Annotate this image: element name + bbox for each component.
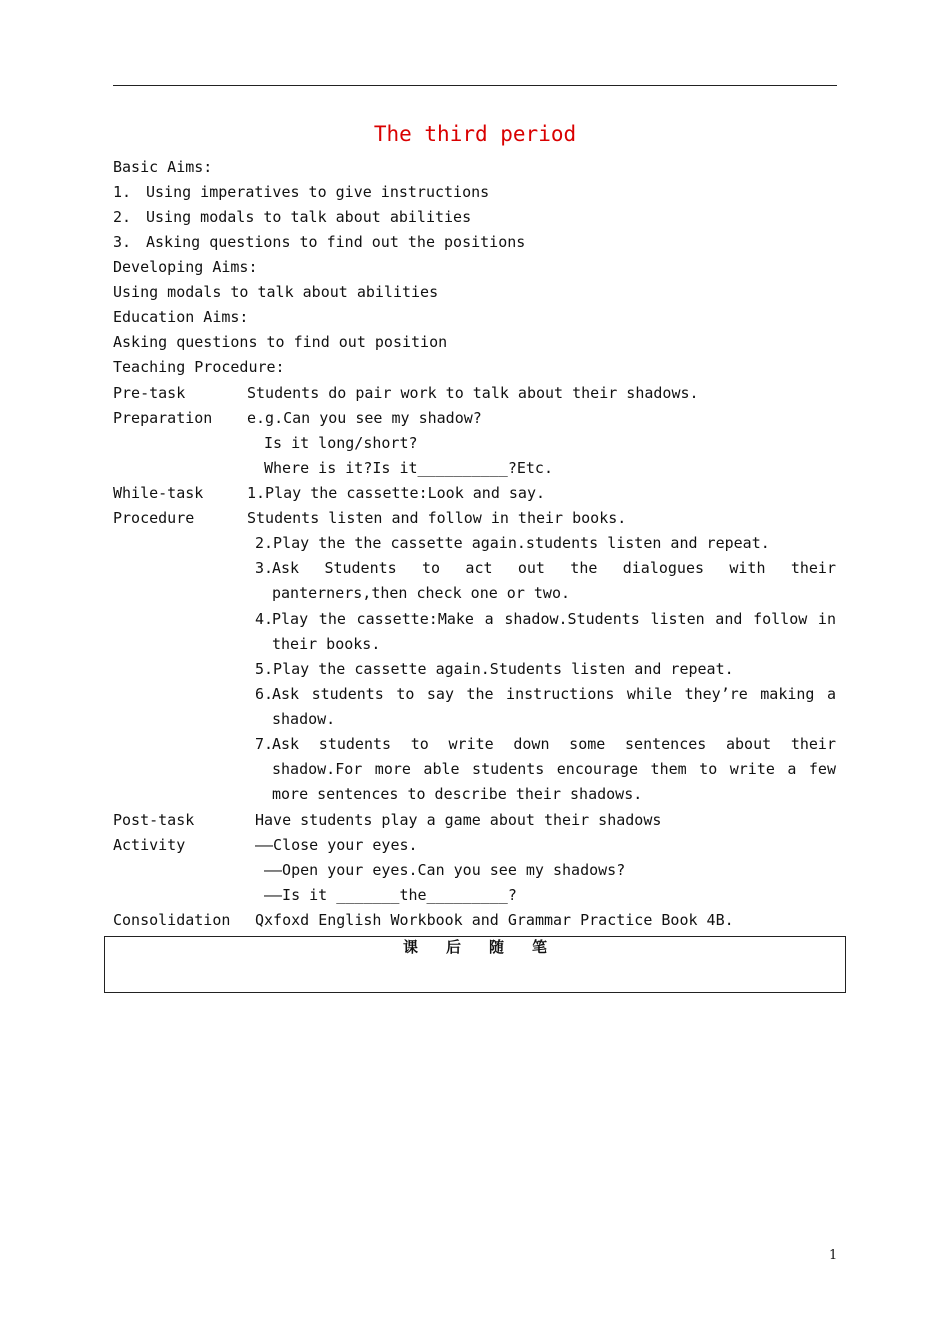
aim-text: Asking questions to find out the positions bbox=[146, 233, 526, 251]
post-task-line: ——Open your eyes.Can you see my shadows? bbox=[264, 861, 626, 879]
pre-task-line: Students do pair work to talk about their shadows. bbox=[247, 384, 699, 402]
while-task-step: Play the cassette:Make a shadow.Students listen and follow in their books. bbox=[272, 610, 836, 653]
step-number: 7. bbox=[255, 735, 274, 753]
page-number: 1 bbox=[829, 1248, 838, 1263]
consolidation-label: Consolidation bbox=[113, 911, 231, 929]
developing-aims-text: Using modals to talk about abilities bbox=[113, 283, 439, 301]
pre-task-line: e.g.Can you see my shadow? bbox=[247, 409, 482, 427]
procedure-heading: Teaching Procedure: bbox=[113, 358, 285, 376]
pre-task-line: Is it long/short? bbox=[264, 434, 418, 452]
post-task-label: Activity bbox=[113, 836, 186, 854]
aim-text: Using imperatives to give instructions bbox=[146, 183, 490, 201]
notes-box-title: 课后随笔 bbox=[402, 938, 575, 956]
while-task-step: 5.Play the cassette again.Students listen and repeat. bbox=[255, 660, 734, 678]
pre-task-line: Where is it?Is it__________?Etc. bbox=[264, 459, 553, 477]
step-number: 4. bbox=[255, 610, 274, 628]
step-number: 3. bbox=[255, 559, 274, 577]
while-task-step: 1.Play the cassette:Look and say. bbox=[247, 484, 546, 502]
post-task-line: ——Close your eyes. bbox=[255, 836, 418, 854]
while-task-step: Ask Students to act out the dialogues with their panterners,then check one or two. bbox=[272, 559, 836, 602]
post-task-line: ——Is it _______the_________? bbox=[264, 886, 517, 904]
consolidation-text: Qxfoxd English Workbook and Grammar Practice Book 4B. bbox=[255, 911, 734, 929]
aim-number: 3. bbox=[113, 233, 132, 251]
education-aims-heading: Education Aims: bbox=[113, 308, 249, 326]
aim-number: 2. bbox=[113, 208, 132, 226]
header-rule bbox=[113, 85, 837, 86]
developing-aims-heading: Developing Aims: bbox=[113, 258, 258, 276]
notes-box bbox=[104, 936, 846, 993]
page-title: The third period bbox=[373, 122, 577, 146]
post-task-line: Have students play a game about their shadows bbox=[255, 811, 662, 829]
while-task-step: 2.Play the the cassette again.students listen and repeat. bbox=[255, 534, 770, 552]
while-task-step: Ask students to say the instructions while they’re making a shadow. bbox=[272, 685, 836, 728]
aim-text: Using modals to talk about abilities bbox=[146, 208, 472, 226]
pre-task-label: Pre-task bbox=[113, 384, 186, 402]
while-task-label: While-task bbox=[113, 484, 204, 502]
aim-number: 1. bbox=[113, 183, 132, 201]
step-number: 6. bbox=[255, 685, 274, 703]
pre-task-label: Preparation bbox=[113, 409, 213, 427]
while-task-step: Students listen and follow in their books. bbox=[247, 509, 627, 527]
post-task-label: Post-task bbox=[113, 811, 195, 829]
while-task-step: Ask students to write down some sentences about their shadow.For more able students encourage them to write a few more sentences to describe their shadows. bbox=[272, 735, 836, 803]
basic-aims-heading: Basic Aims: bbox=[113, 158, 213, 176]
while-task-label: Procedure bbox=[113, 509, 195, 527]
education-aims-text: Asking questions to find out position bbox=[113, 333, 448, 351]
